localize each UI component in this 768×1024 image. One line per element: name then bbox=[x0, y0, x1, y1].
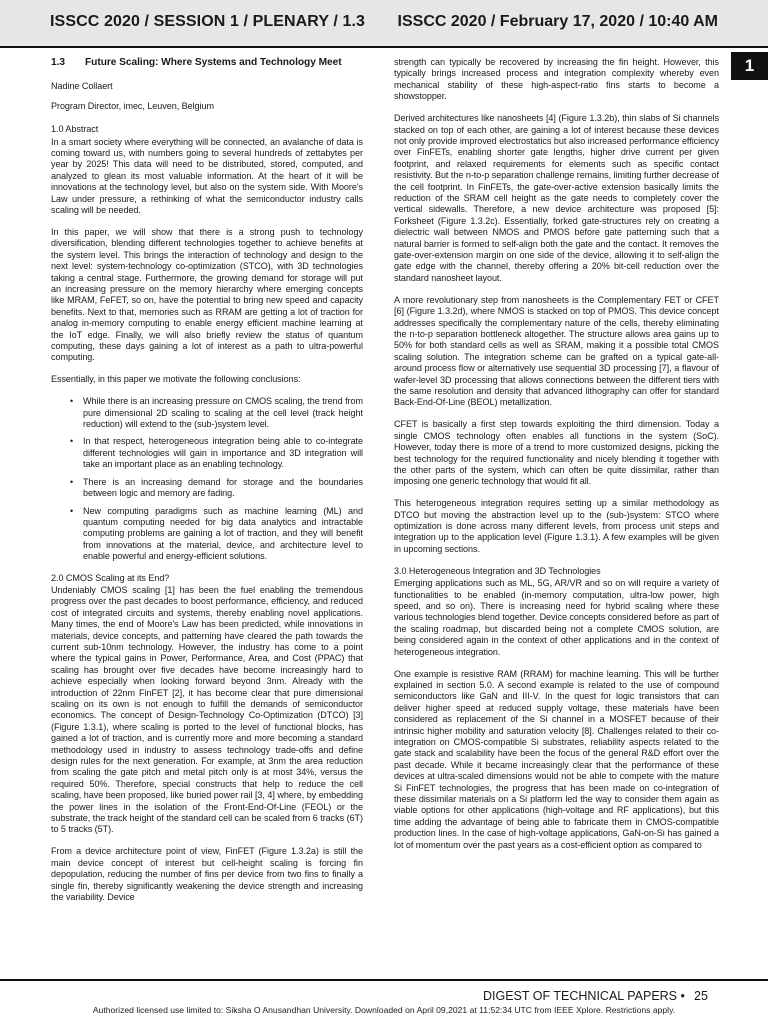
running-header bbox=[0, 0, 768, 46]
paper-title-text: Future Scaling: Where Systems and Technology Meet bbox=[85, 57, 342, 68]
conclusions-list bbox=[51, 396, 363, 562]
paragraph: Undeniably CMOS scaling [1] has been the fuel enabling the tremendous progress over the past decades to boost performance, efficiency, and reduced cost of integrated circuits and systems, thereby enabling novel applications. Many times, the end of Moore's Law has been predicted, while innovations in materials, device concepts, and patterning have cleared the path towards the current sub-10nm technology. However, the industry has come to a point where the typical gains in Power, Performance, Area, and Cost (PPAC) that scaling has brought over five decades have become increasingly hard to achieve especially when looking forward beyond 3nm. Already with the introduction of 22nm FinFET [2], it has become clear that pure dimensional scaling on its own is not enough to fulfill the demands of semiconductor economics. The concept of Design-Technology Co-Optimization (DTCO) [3] (Figure 1.3.1), where scaling is ported to the level of functional blocks, has gained a lot of traction, and is currently more and more becoming a standard methodology used in industry to assess technology trade-offs and define design rules for the next generation. For example, at 3nm the area reduction from scaling the gate pitch and metal pitch only is at most 34%, versus the required 50%. Therefore, special constructs that help to reduce the cell scaling, have been proposed, like buried power rail [3, 4] where, by embedding the power lines in the isolation of the Front-End-Of-Line (FEOL) or the substrate, the track height of the standard cell can be scaled from 6 tracks (6T) to 5 tracks (5T). bbox=[51, 584, 363, 835]
author-name: Nadine Collaert bbox=[51, 81, 113, 92]
header-session-info: ISSCC 2020 / SESSION 1 / PLENARY / 1.3 bbox=[50, 13, 366, 30]
header-date-info: ISSCC 2020 / February 17, 2020 / 10:40 AM bbox=[397, 13, 718, 30]
list-item: • While there is an increasing pressure on CMOS scaling, the trend from pure dimensional 2D scaling to scaling at the cell level (track height reduction) will extend to the (sub-)system level. bbox=[83, 396, 363, 430]
footer-digest-label: DIGEST OF TECHNICAL PAPERS • bbox=[483, 989, 685, 1003]
paragraph: This heterogeneous integration requires setting up a similar methodology as DTCO but moving the abstraction level up to the (sub-)system: STCO where optimization is done across many different levels, from process unit steps and integration up to the application level (Figure 1.3.1). A few examples will be given in upcoming sections. bbox=[394, 498, 719, 554]
paragraph: Emerging applications such as ML, 5G, AR/VR and so on will require a variety of functionalities to be enabled (in-memory computation, ultra-low power, high speed, and so on). There is increasing need for hybrid scaling where these various technologies blend together. Device concepts considered before as part of the scaling roadmap, but discarded being not a complete CMOS solution, are being considered again in the context of other applications and in the context of heterogeneous integration. bbox=[394, 578, 719, 657]
license-notice: Authorized licensed use limited to: Siksha O Anusandhan University. Downloaded on April 09,2021 at 11:52:34 UTC from IEEE Xplore. Restrictions apply. bbox=[92, 1005, 676, 1015]
paragraph: From a device architecture point of view, FinFET (Figure 1.3.2a) is still the main device concept of interest but cell-height scaling is forcing fin depopulation, reducing the number of fins per device from two fins to finally a single fin, thereby significantly weakening the device strength and increasing the variability. Device bbox=[51, 846, 363, 902]
paragraph: strength can typically be recovered by increasing the fin height. However, this typically brings increased process and integration complexity whereby even mechanical stability of these high-aspect-ratio fins starts to become a showstopper. bbox=[394, 57, 719, 102]
paragraph: Essentially, in this paper we motivate the following conclusions: bbox=[51, 374, 301, 385]
section-heading-cmos-scaling: 2.0 CMOS Scaling at its End? bbox=[51, 572, 170, 583]
author-affiliation: Program Director, imec, Leuven, Belgium bbox=[51, 100, 214, 111]
paragraph: A more revolutionary step from nanosheets is the Complementary FET or CFET [6] (Figure 1.3.2d), where NMOS is stacked on top of PMOS. This device concept addresses specifically the complementary nature of the cells, thereby eliminating the n-to-p separation bottleneck altogether. The structure allows area gains up to 50% for both standard cells as well as SRAM, making it a possible total CMOS scaling solution. The integration scheme can be grafted on a typical gate-all-around process flow or alternatively use sequential 3D processing [7], a flavour of wafer-level 3D processing that allows connections between the different tiers with the same resolution and density that advanced lithography can offer for standard Back-End-Of-Line (BEOL) metallization. bbox=[394, 294, 719, 408]
left-column bbox=[51, 57, 363, 914]
right-column bbox=[394, 57, 719, 862]
list-item: • There is an increasing demand for storage and the boundaries between logic and memory are fading. bbox=[83, 477, 363, 500]
paragraph: Derived architectures like nanosheets [4] (Figure 1.3.2b), thin slabs of Si channels stacked on top of each other, are gaining a lot of interest because these devices not only provide improved electrostatics but also increased performance efficiency over FinFETs, enabling shorter gate lengths, higher drive current per given footprint, and relaxed requirements for elements such as specific contact resistivity. But the n-to-p separation challenge remains, limiting further decrease of the cell footprint. In FinFETs, the gate-over-active extension basically limits the reduction of the SRAM cell height as the gate needs to completely cover the vertical sidewalls. Therefore, a new device architecture was proposed [5]: Forksheet (Figure 1.3.2c). Essentially, forked gate-structures rely on creating a dielectric wall between NMOS and PMOS before gate patterning such that a natural barrier is formed to self-align both the gate and the contact. It removes the gate-over-extension margin on one side of the device, allowing it to self-align the gate edge with the channel, thereby offering a 20% bit-cell reduction over the standard nanosheet layout. bbox=[394, 113, 719, 283]
paper-title bbox=[51, 57, 363, 68]
session-number-tab: 1 bbox=[731, 52, 768, 80]
footer-divider bbox=[0, 979, 768, 981]
list-item: • In that respect, heterogeneous integration being able to co-integrate different technologies will gain in importance and 3D integration will take an important place as an enabling technology. bbox=[83, 436, 363, 470]
paragraph: One example is resistive RAM (RRAM) for machine learning. This will be further explained in section 5.0. A second example is related to the use of compound semiconductors like GaN and III-V. In the quest for logic transistors that can deliver higher speed at reduced supply voltage, these materials have been considered as replacement of the Si channel in a MOSFET because of their intrinsic higher mobility and saturation velocity [8]. Challenges related to their co-integration on CMOS-compatible Si substrates, reliability aspects related to the gate stack and scalability have been the focus of the general R&D effort over the past decade. While it became increasingly clear that the performance of these devices at ultra-scaled dimensions would not be able to compete with the mature Si FinFET technologies, the progress that has been made on co-integration of these dissimilar materials on a Si platform led the way to consider them again as viable options for other applications (high-voltage and RF applications), but this time adding the advantage of being able to fabricate them in CMOS-compatible production lines. In the case of high-voltage applications, GaN-on-Si has gained a lot of momentum over the past years as a cost-efficient option as compared to bbox=[394, 668, 719, 850]
paragraph: In this paper, we will show that there is a strong push to technology diversification, blending different technologies together to achieve benefits at the system level. This brings the interaction of technology and design to the next level: system-technology co-optimization (STCO), with 3D technologies taking a central stage. Furthermore, the growing demand for storage will put an increasing pressure on the memory hierarchy where emerging concepts like MRAM, FeFET, so on, have the potential to bring new speed and capacity benefits. Next to that, memories such as RRAM are getting a lot of traction for analog in-memory computing to enable energy efficient machine learning at the IoT edge. Finally, we will also briefly review the status of quantum computing, these days gaining a lot of interest as a path to ultra-powerful computing. bbox=[51, 226, 363, 363]
list-item: • New computing paradigms such as machine learning (ML) and quantum computing needed for big data analytics and intractable computing problems are gaining a lot of traction, and they will benefit from innovations at the material, device, and architecture level to enable powerful and energy-efficient solutions. bbox=[83, 506, 363, 563]
paragraph: In a smart society where everything will be connected, an avalanche of data is coming toward us, with numbers going to several hundreds of zettabytes per year by 2025! This data will need to be distributed, stored, computed, and analyzed to glean its most valuable information. At the heart of it will be innovations at the technology level, but also on the system side. With Moore's Law under pressure, a rethinking of what the semiconductor industry calls scaling will be needed. bbox=[51, 136, 363, 216]
paragraph: CFET is basically a first step towards exploiting the third dimension. Today a single CMOS technology often enables all functions in the system (SoC). However, today there is more of a trend to more customized designs, picking the best technology for the required functionality and nicely blending it together with the other parts of the system, which can often be quite dissimilar, rather than imposing one generic technology that would fit all. bbox=[394, 419, 719, 487]
section-heading-abstract: 1.0 Abstract bbox=[51, 124, 99, 135]
section-heading-heterogeneous: 3.0 Heterogeneous Integration and 3D Technologies bbox=[394, 565, 601, 576]
paper-number: 1.3 bbox=[51, 57, 66, 68]
header-divider bbox=[0, 46, 768, 48]
page-number: 25 bbox=[694, 989, 708, 1003]
